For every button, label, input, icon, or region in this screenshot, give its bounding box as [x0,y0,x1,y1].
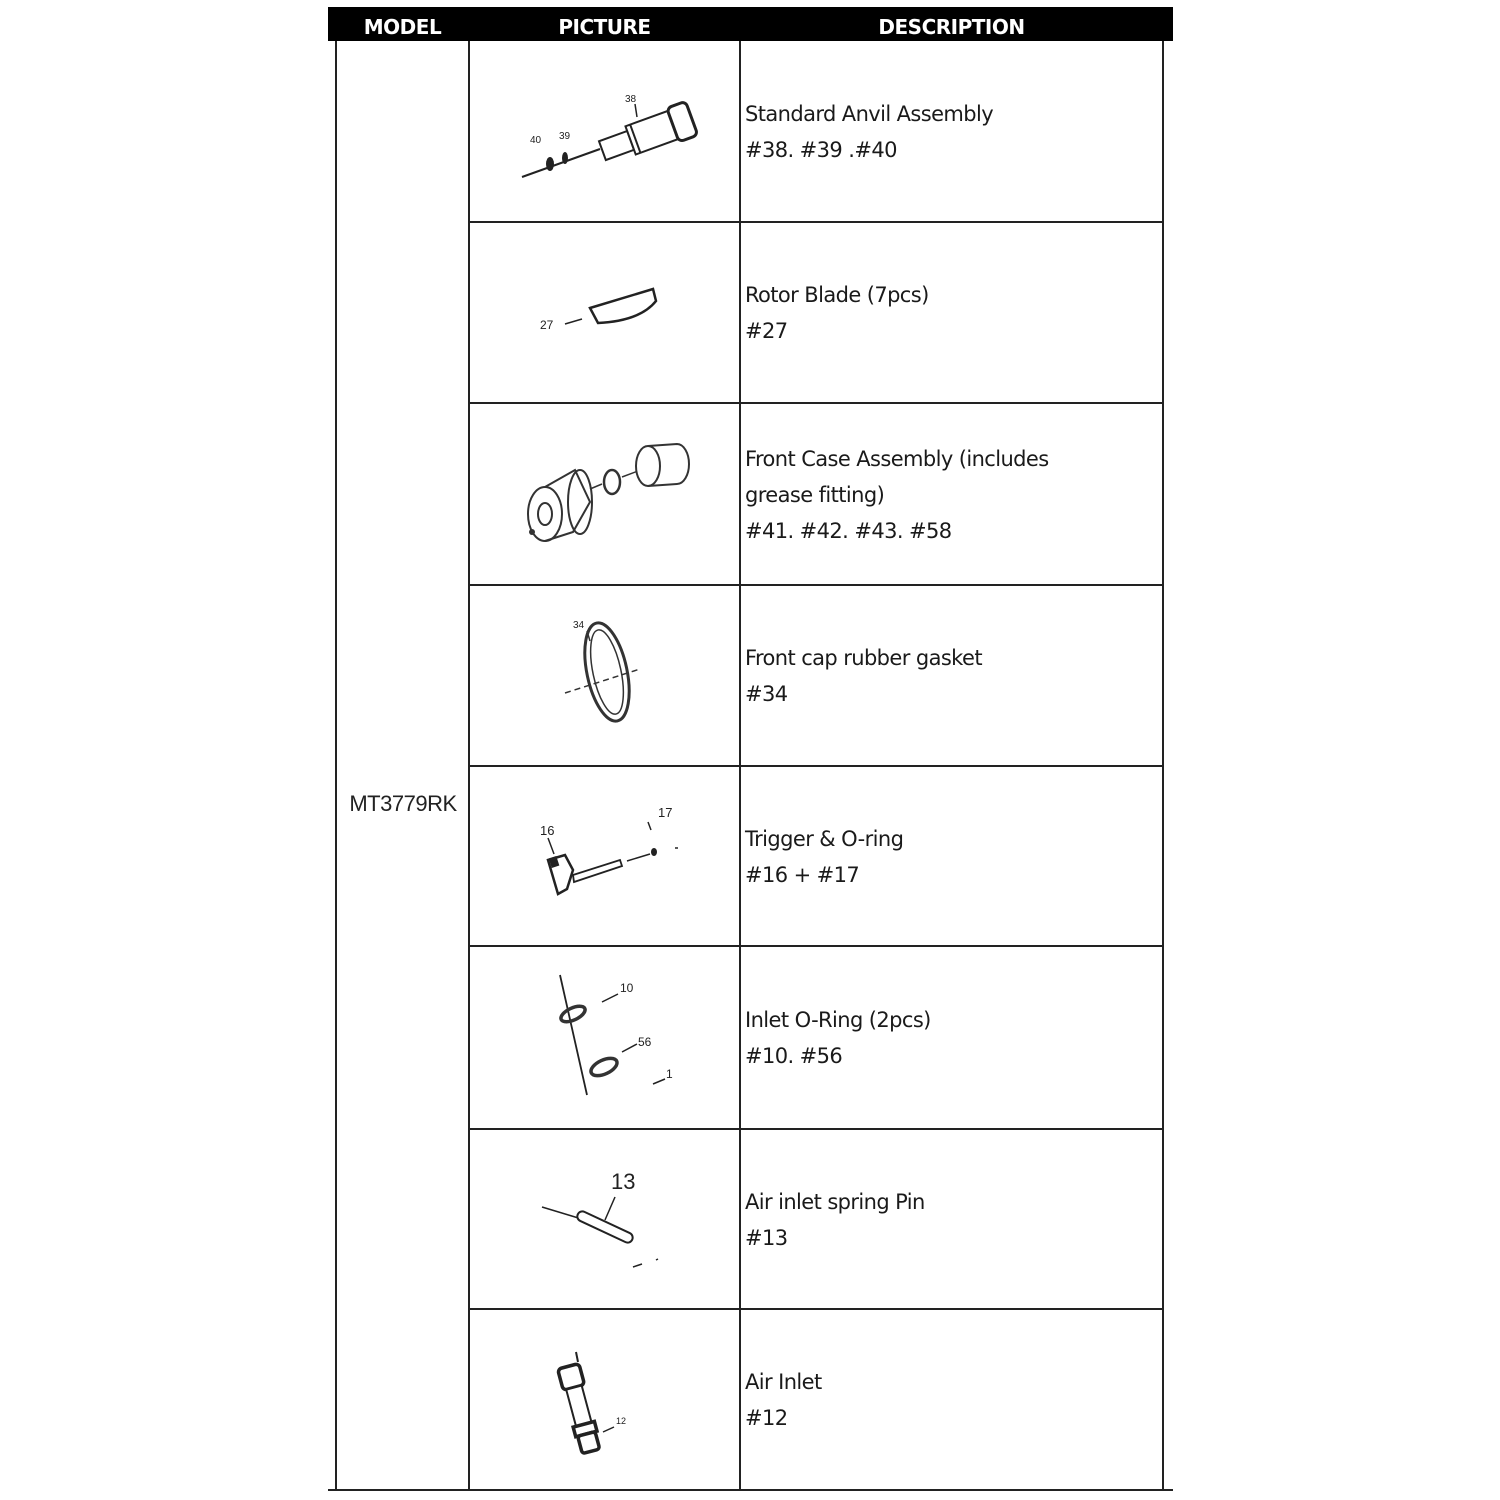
callout-10: 10 [620,981,634,995]
part-title: Front Case Assembly (includes [745,446,1049,471]
part-title: Front cap rubber gasket [745,646,982,670]
part-description [745,404,1155,585]
anvil-assembly-icon [470,42,740,222]
part-row [470,404,1163,585]
callout-34: 34 [573,620,585,631]
callout-16: 16 [540,823,555,838]
part-title: Standard Anvil Assembly [745,102,994,126]
part-row [470,947,1163,1129]
part-title: Air Inlet [745,1370,822,1394]
part-numbers: #10. #56 [745,1044,843,1068]
header-model: MODEL [363,15,442,39]
callout-12: 12 [616,1416,627,1426]
o-ring-icon [470,947,740,1129]
part-description [745,1130,1155,1309]
part-row [470,42,1163,222]
rotor-blade-icon [470,223,740,403]
part-title: Trigger & O-ring [745,826,904,851]
part-description [745,767,1155,946]
model-number: MT3779RK [349,791,457,816]
part-description [745,947,1155,1129]
part-numbers: #27 [745,319,788,343]
model-cell [337,41,469,1490]
callout-1: 1 [666,1067,673,1081]
part-numbers: #12 [745,1406,788,1430]
callout-13: 13 [611,1169,636,1194]
part-numbers: #13 [745,1225,788,1250]
callout-40: 40 [530,135,542,146]
callout-17: 17 [658,805,673,820]
part-title: Air inlet spring Pin [745,1189,925,1214]
header-picture: PICTURE [558,15,651,39]
part-row [470,767,1163,946]
callout-27: 27 [540,318,554,332]
part-row [470,1130,1163,1309]
part-numbers: #34 [745,682,788,706]
part-description [745,223,1155,403]
part-numbers: #16 + #17 [745,862,860,887]
table-header [328,7,1173,41]
part-title: Rotor Blade (7pcs) [745,283,929,307]
part-description [745,42,1155,222]
part-row [470,1310,1163,1490]
air-inlet-icon [470,1310,740,1490]
rubber-gasket-icon [470,586,740,766]
spring-pin-icon [470,1130,740,1309]
part-numbers: #41. #42. #43. #58 [745,518,952,543]
part-title: Inlet O-Ring (2pcs) [745,1008,931,1032]
trigger-icon [470,767,740,946]
callout-38: 38 [625,94,637,105]
part-row [470,223,1163,403]
part-row [470,586,1163,766]
header-description: DESCRIPTION [878,15,1025,39]
callout-56: 56 [638,1035,652,1049]
front-case-assembly-icon [470,404,740,585]
part-description [745,1310,1155,1490]
part-description [745,586,1155,766]
part-numbers: #38. #39 .#40 [745,138,897,162]
callout-39: 39 [559,131,571,142]
part-title-continued: grease fitting) [745,482,885,507]
